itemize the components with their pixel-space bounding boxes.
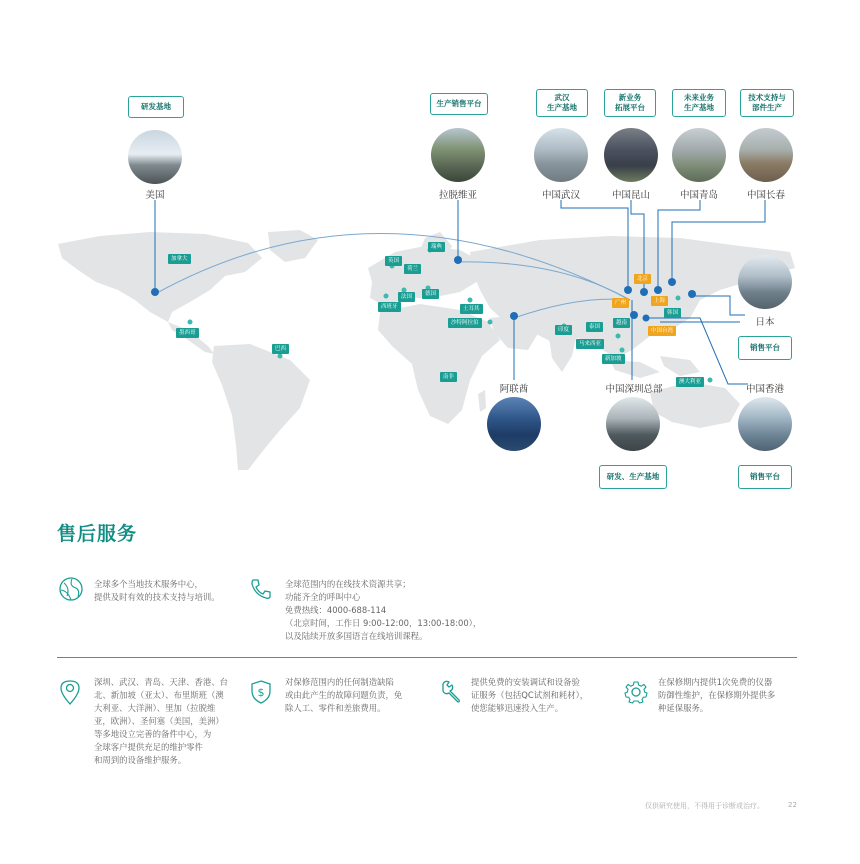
label-singapore: 新加坡	[602, 354, 625, 364]
city-japan: 日本	[755, 317, 775, 328]
label-shanghai: 上海	[651, 296, 668, 306]
gear-icon	[624, 680, 648, 704]
site-tag-wuhan: 武汉 生产基地	[536, 89, 588, 117]
wrench-icon	[438, 678, 464, 704]
city-shenzhen: 中国深圳总部	[605, 384, 663, 395]
hongkong-site-photo	[738, 397, 792, 451]
label-germany: 德国	[422, 289, 439, 299]
label-mexico: 墨西哥	[176, 328, 199, 338]
changchun-site-photo	[739, 128, 793, 182]
location-pin-icon	[58, 678, 82, 706]
city-wuhan: 中国武汉	[541, 190, 581, 201]
site-tag-japan: 销售平台	[738, 336, 792, 360]
label-australia: 澳大利亚	[676, 377, 704, 387]
label-france: 法国	[398, 292, 415, 302]
footer-note: 仅供研究使用，不得用于诊断或治疗。	[645, 802, 764, 810]
service-text-global-centers: 全球多个当地技术服务中心， 提供及时有效的技术支持与培训。	[94, 579, 220, 602]
site-tag-kunshan: 新业务 拓展平台	[604, 89, 656, 117]
label-taiwan: 中国台湾	[648, 326, 676, 336]
site-tag-latvia: 生产销售平台	[430, 93, 488, 115]
city-kunshan: 中国昆山	[611, 190, 651, 201]
shenzhen-site-photo	[606, 397, 660, 451]
svg-text:$: $	[257, 686, 265, 699]
site-tag-shenzhen: 研发、生产基地	[599, 465, 667, 489]
latvia-site-photo	[431, 128, 485, 182]
city-latvia: 拉脱维亚	[438, 190, 478, 201]
label-thailand: 泰国	[586, 322, 603, 332]
section-title: 售后服务	[57, 523, 138, 545]
shield-dollar-icon	[249, 678, 273, 706]
site-tag-usa: 研发基地	[128, 96, 184, 118]
service-text-installation: 提供免费的安装调试和设备验 证服务（包括QC试剂和耗材）， 使您能够迅速投入生产。	[471, 677, 589, 713]
label-brazil: 巴西	[272, 344, 289, 354]
label-korea: 韩国	[664, 308, 681, 318]
label-sweden: 瑞典	[428, 242, 445, 252]
label-vietnam: 越南	[613, 318, 630, 328]
city-usa: 美国	[145, 190, 165, 201]
site-tag-qingdao: 未来业务 生产基地	[672, 89, 726, 117]
uae-site-photo	[487, 397, 541, 451]
label-turkey: 土耳其	[460, 304, 483, 314]
service-text-spare-parts: 深圳、武汉、青岛、天津、香港、台 北、新加坡（亚太）、布里斯班（澳 大利亚、大洋洲）、里加（拉脱维 亚，欧洲）、圣何塞（美国，美洲） 等多地设立完善的备件中心，为 全球客户提供充足的维护零件 和周到的设备维护服务。	[94, 677, 228, 765]
japan-site-photo	[738, 255, 792, 309]
label-india: 印度	[555, 325, 572, 335]
label-netherlands: 荷兰	[404, 264, 421, 274]
label-saudi: 沙特阿拉伯	[448, 318, 482, 328]
label-uk: 英国	[385, 256, 402, 266]
wuhan-site-photo	[534, 128, 588, 182]
usa-site-photo	[128, 130, 182, 184]
service-text-warranty: 对保修范围内的任何制造缺陷 或由此产生的故障问题负责，免 除人工、零件和差旅费用。	[285, 677, 403, 713]
city-changchun: 中国长春	[746, 190, 786, 201]
site-tag-hongkong: 销售平台	[738, 465, 792, 489]
qingdao-site-photo	[672, 128, 726, 182]
globe-icon	[58, 576, 84, 602]
site-tag-changchun: 技术支持与 部件生产	[740, 89, 794, 117]
label-guangzhou: 广州	[612, 298, 629, 308]
label-malaysia: 马来西亚	[576, 339, 604, 349]
label-south-africa: 南非	[440, 372, 457, 382]
service-text-maintenance: 在保修期内提供1次免费的仪器 防御性维护，在保修期外提供多 种延保服务。	[658, 677, 776, 713]
kunshan-site-photo	[604, 128, 658, 182]
city-hongkong: 中国香港	[745, 384, 785, 395]
label-spain: 西班牙	[378, 302, 401, 312]
label-beijing: 北京	[634, 274, 651, 284]
city-uae: 阿联酋	[499, 384, 529, 395]
service-text-online-resources: 全球范围内的在线技术资源共享； 功能齐全的呼叫中心 免费热线：4000-688-114 （北京时间，工作日 9:00-12:00，13:00-18:00）， 以及陆续开放多国语言在线培训课程。	[285, 579, 482, 641]
phone-icon	[249, 577, 273, 601]
city-qingdao: 中国青岛	[679, 190, 719, 201]
page-number: 22	[788, 801, 797, 809]
section-divider	[57, 657, 797, 658]
label-canada: 加拿大	[168, 254, 191, 264]
